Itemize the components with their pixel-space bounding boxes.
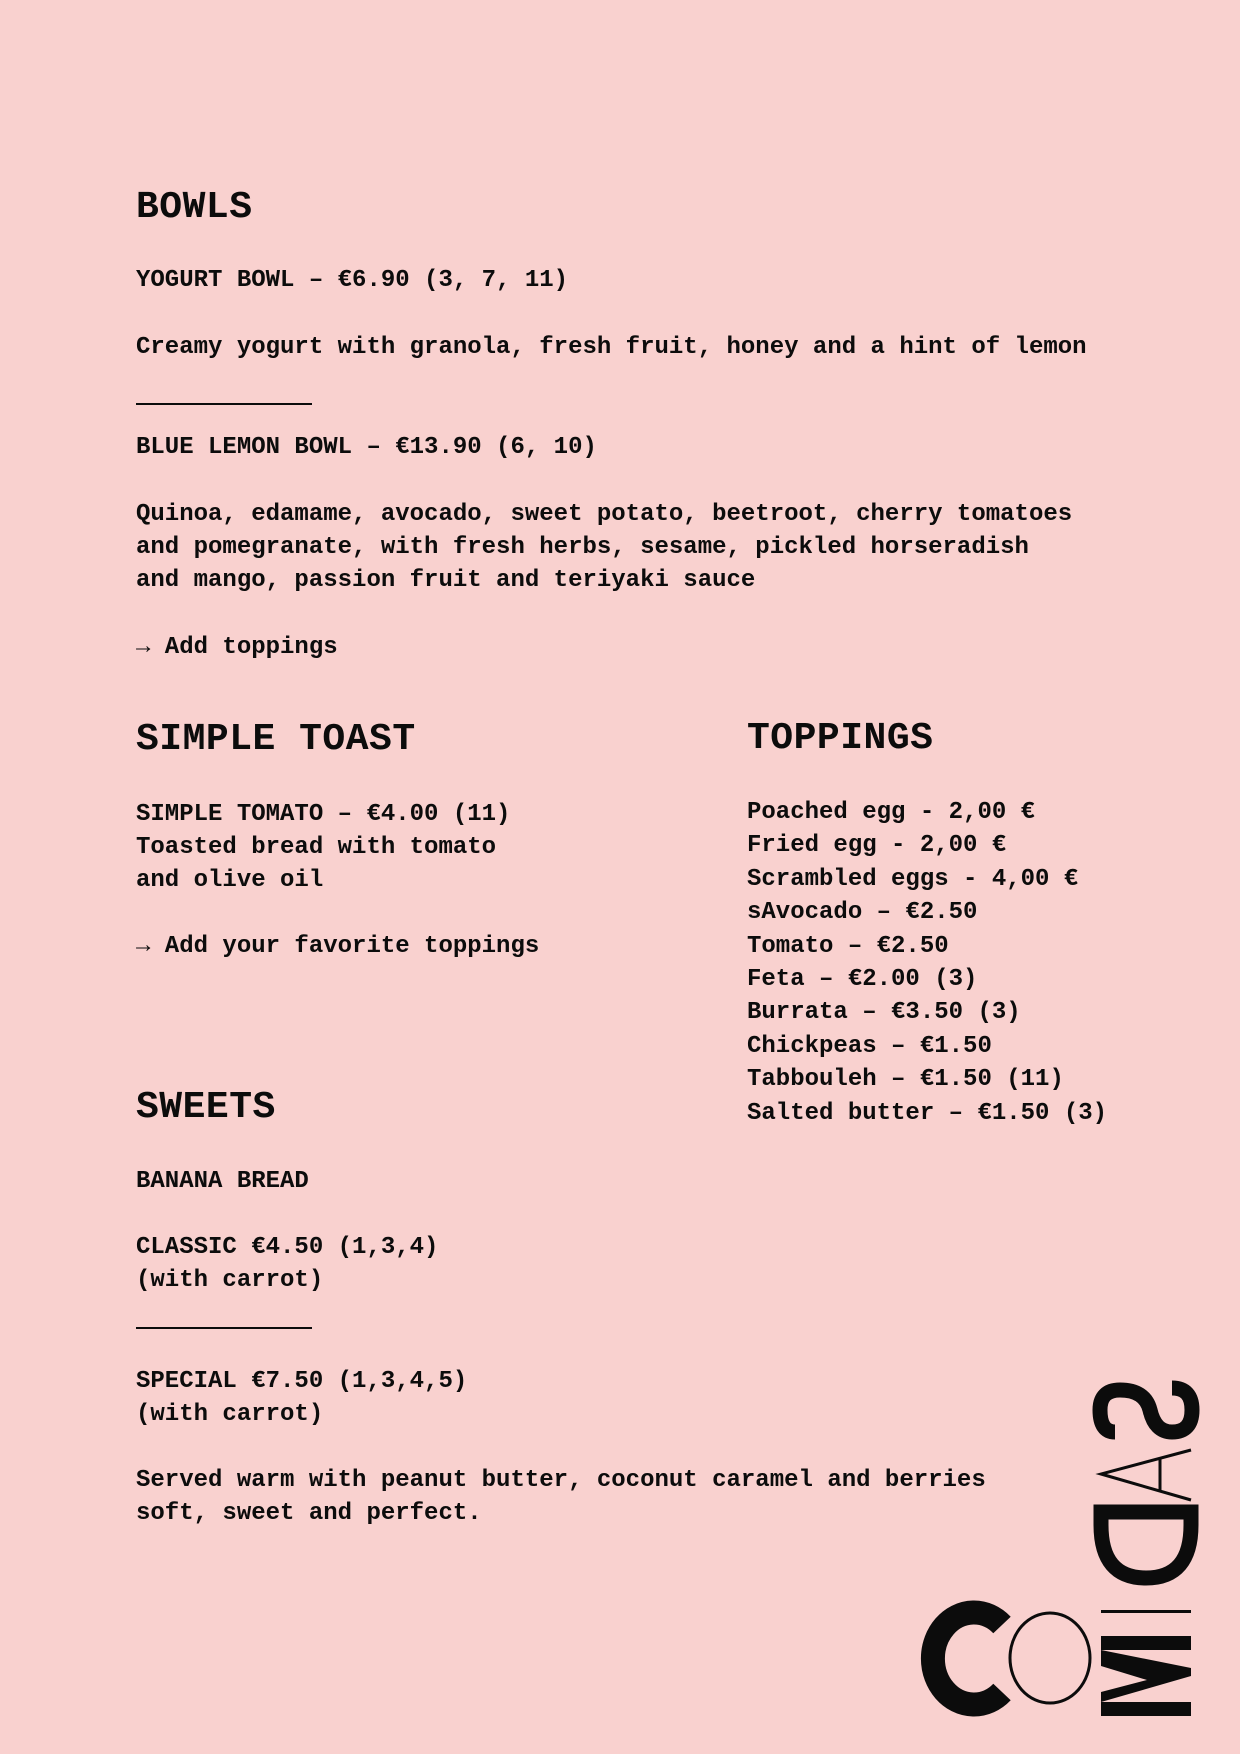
topping-item: Fried egg - 2,00 € xyxy=(747,832,1007,860)
toppings-list xyxy=(747,796,1107,1130)
topping-item: Scrambled eggs - 4,00 € xyxy=(747,865,1079,893)
topping-item: Tabbouleh – €1.50 (11) xyxy=(747,1066,1064,1094)
divider xyxy=(136,1327,312,1329)
comidas-logo-graphic xyxy=(910,1360,1210,1720)
desc-line: Toasted bread with tomato xyxy=(136,834,497,861)
desc-line: soft, sweet and perfect. xyxy=(136,1500,482,1527)
sweets-subheading-banana-bread: BANANA BREAD xyxy=(136,1168,309,1195)
menu-item-title-simple-tomato: SIMPLE TOMATO – €4.00 (11) xyxy=(136,801,511,828)
menu-item-desc-simple-tomato xyxy=(136,831,496,897)
topping-item: Tomato – €2.50 xyxy=(747,932,949,960)
section-heading-bowls: BOWLS xyxy=(136,186,253,229)
menu-item-title-yogurt-bowl: YOGURT BOWL – €6.90 (3, 7, 11) xyxy=(136,267,569,294)
divider xyxy=(136,403,312,405)
menu-item-desc-banana-bread xyxy=(136,1464,986,1530)
section-heading-simple-toast: SIMPLE TOAST xyxy=(136,718,416,761)
section-heading-sweets: SWEETS xyxy=(136,1086,276,1129)
desc-line: and mango, passion fruit and teriyaki sauce xyxy=(136,567,756,594)
topping-item: Poached egg - 2,00 € xyxy=(747,799,1036,826)
desc-line: Served warm with peanut butter, coconut caramel and berries xyxy=(136,1467,986,1494)
desc-line: and olive oil xyxy=(136,867,324,894)
menu-item-desc-blue-lemon-bowl xyxy=(136,498,1072,597)
menu-item-title-classic: CLASSIC €4.50 (1,3,4) xyxy=(136,1234,439,1261)
menu-item-title-special: SPECIAL €7.50 (1,3,4,5) xyxy=(136,1368,468,1395)
desc-line: and pomegranate, with fresh herbs, sesame, pickled horseradish xyxy=(136,534,1029,561)
comidas-logo xyxy=(910,1360,1210,1720)
menu-item-desc-yogurt-bowl: Creamy yogurt with granola, fresh fruit, honey and a hint of lemon xyxy=(136,334,1087,361)
topping-item: sAvocado – €2.50 xyxy=(747,899,978,927)
topping-item: Salted butter – €1.50 (3) xyxy=(747,1099,1108,1127)
menu-item-title-blue-lemon-bowl: BLUE LEMON BOWL – €13.90 (6, 10) xyxy=(136,434,597,461)
add-favorite-toppings-note: → Add your favorite toppings xyxy=(136,933,540,960)
menu-item-note-classic: (with carrot) xyxy=(136,1267,324,1294)
topping-item: Chickpeas – €1.50 xyxy=(747,1032,992,1060)
topping-item: Feta – €2.00 (3) xyxy=(747,966,978,994)
topping-item: Burrata – €3.50 (3) xyxy=(747,999,1021,1027)
desc-line: Quinoa, edamame, avocado, sweet potato, beetroot, cherry tomatoes xyxy=(136,501,1073,528)
add-toppings-note: → Add toppings xyxy=(136,634,338,661)
section-heading-toppings: TOPPINGS xyxy=(747,717,934,760)
menu-item-note-special: (with carrot) xyxy=(136,1401,324,1428)
